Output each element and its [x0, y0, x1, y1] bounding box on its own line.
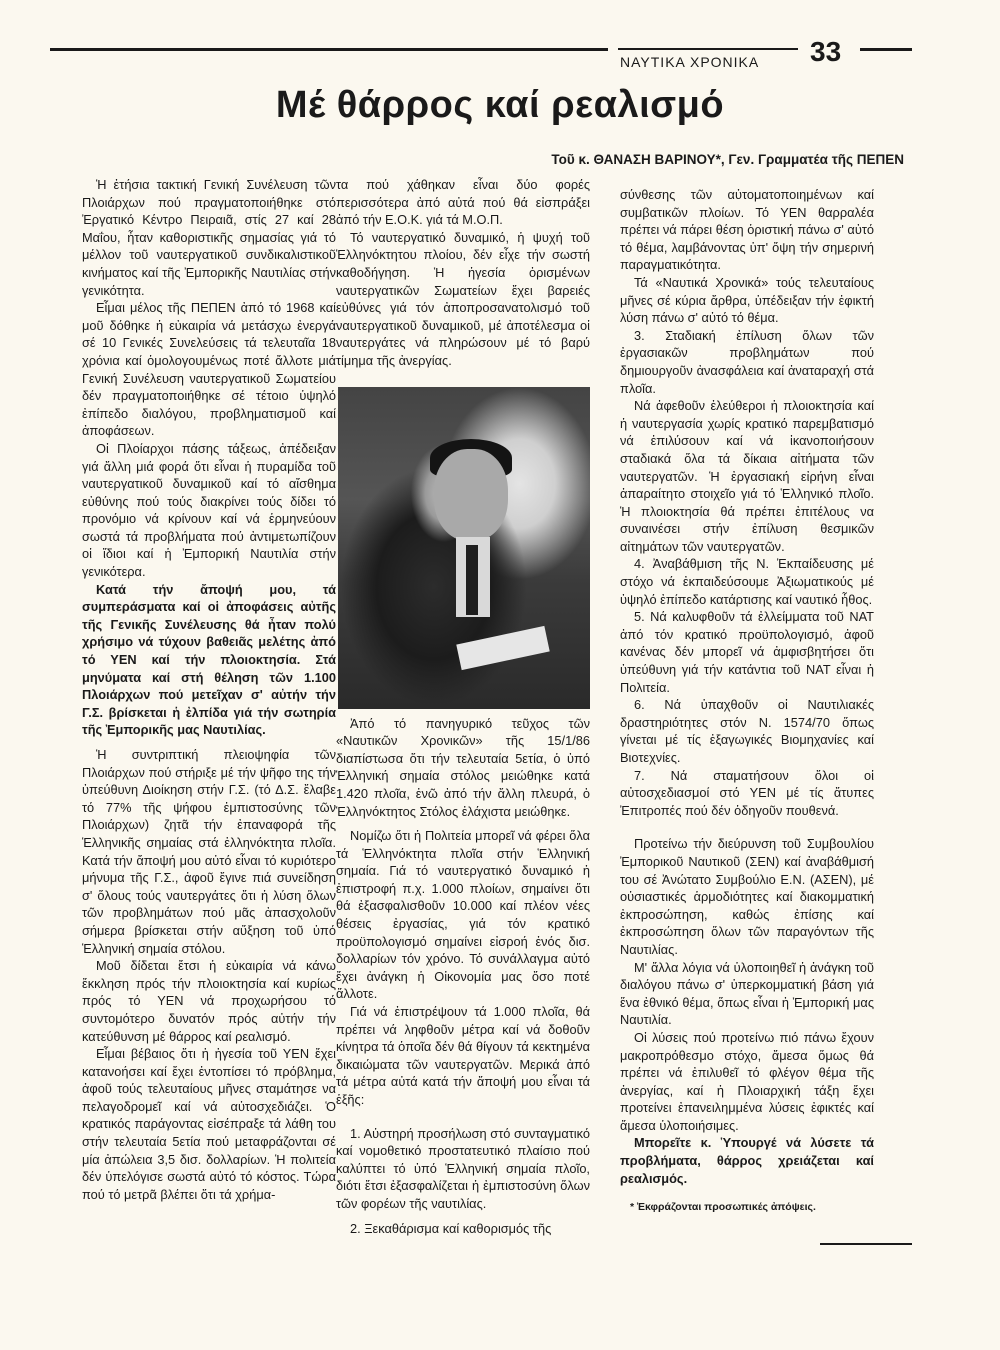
header-rule-left [50, 48, 608, 51]
paragraph: Εἶμαι βέβαιος ὅτι ἡ ἡγεσία τοῦ ΥΕΝ ἔχει κατανοήσει καί ἔχει ἐντοπίσει τό πρόβλημα, ἀφοῦ τούς τελευταίους μῆνες σταμάτησε να πελαγοδρομεῖ καί νά αὐτοσχεδιάζει. Ὁ κρατικός παράγοντας εἰσέπραξε τά λάθη του στήν τελευταία 5ετία πού μεταφράζονται σέ μία ἀπώλεια 3,5 δισ. δολλαρίων. Ἡ πολιτεία δέν ὑπελόγισε σωστά αὐτό τό κόστος. Τώρα πού τό μετρᾶ βλέπει ὅτι τά χρήμα- [82, 1046, 336, 1202]
article-byline: Τοῦ κ. ΘΑΝΑΣΗ ΒΑΡΙΝΟΥ*, Γεν. Γραμματέα τῆς ΠΕΠΕΝ [551, 152, 904, 167]
paragraph-bold: Μπορεῖτε κ. Ὑπουργέ νά λύσετε τά προβλήματα, θάρρος χρειάζεται καί ρεαλισμός. [620, 1135, 874, 1186]
paragraph: Προτείνω τήν διεύρυνση τοῦ Συμβουλίου Ἐμπορικοῦ Ναυτικοῦ (ΣΕΝ) καί ἀναβάθμισή του σέ Ἀνώτατο Συμβούλιο Ε.Ν. (ΑΣΕΝ), μέ οὐσιαστικές ἁρμοδιότητες καί διακομματική ἐκπροσώπηση, καθώς ἐπίσης καί ἐκπροσώπηση ὅλων τῶν παραγόντων τῆς Ναυτιλίας. [620, 836, 874, 957]
paragraph: Οἱ Πλοίαρχοι πάσης τάξεως, ἀπέδειξαν γιά ἄλλη μιά φορά ὅτι εἶναι ἡ πυραμίδα τοῦ ναυτεργατικοῦ δυναμικοῦ καί τό αἴσθημα εὐθύνης πού τούς διακρίνει τούς δίδει τό προνόμιο νά κρίνουν καί νά ἑρμηνεύουν σωστά τά προβλήματα πού ἀντιμετωπίζουν οἱ ἴδιοι καί ἡ Ἐμπορική Ναυτιλία στήν γενικότερα. [82, 440, 336, 580]
header-rule-magazine [618, 48, 798, 50]
paragraph: 2. Ξεκαθάρισμα καί καθορισμός τῆς [350, 1220, 552, 1236]
paragraph: Ἡ ἐτήσια τακτική Γενική Συνέλευση τῶν Πλοιάρχων πού πραγματοποιήθηκε στό Ἐργατικό Κέντρο Πειραιᾶ, στίς 27 καί 28 Μαΐου, ἦταν καθοριστικῆς σημασίας γιά τό μέλλον τοῦ ναυτεργατικοῦ συνδικαλιστικοῦ κινήματος καί τῆς Ἐμπορικῆς Ναυτιλίας στήν γενικότητα. [82, 177, 336, 298]
photo-face [434, 449, 508, 541]
paragraph: Ἀπό τό πανηγυρικό τεῦχος τῶν «Ναυτικῶν Χρονικῶν» τῆς 15/1/86 διαπίστωσα ὅτι τήν τελευταία 5ετία, ὁ ὑπό Ἑλληνική σημαία στόλος μειώθηκε κατά 1.420 πλοῖα, ἐνῶ ἀπό τήν ἄλλη πλευρά, ὁ Ἑλληνόκτητος Στόλος ἐλάχιστα μειώθηκε. [336, 715, 590, 819]
paragraph: 5. Νά καλυφθοῦν τά ἐλλείμματα τοῦ ΝΑΤ ἀπό τόν κρατικό προϋπολογισμό, ἀφοῦ κανένας δέν μπορεῖ νά ἀμφισβητήσει ὅτι ὑπεύθυνη γιά τήν κατάντια τοῦ ΝΑΤ εἶναι ἡ Πολιτεία. [620, 609, 874, 695]
page-number: 33 [810, 36, 842, 67]
paragraph: Τά «Ναυτικά Χρονικά» τούς τελευταίους μῆνες σέ κύρια ἄρθρα, ὑπέδειξαν τήν ἐφικτή λύση πάνω σ' αὐτό τό θέμα. [620, 274, 874, 326]
paragraph: 4. Ἀναβάθμιση τῆς Ν. Ἐκπαίδευσης μέ στόχο νά ἐκπαιδεύσουμε Ἀξιωματικούς μέ ὑψηλό ἐπίπεδο κατάρτισης καί ναυτικό ἦθος. [620, 556, 874, 607]
footnote: * Ἐκφράζονται προσωπικές ἀπόψεις. [630, 1201, 816, 1213]
author-photo [338, 387, 590, 709]
header-rule-right [860, 48, 912, 51]
paragraph: Μοῦ δίδεται ἔτσι ἡ εὐκαιρία νά κάνω ἔκκληση πρός τήν πλοιοκτησία καί κυρίως πρός τό ΥΕΝ νά προχωρήσου τό συντομότερο δυνατόν πρός αὐτήν τήν κατεύθυνση μέ θάρρος καί ρεαλισμό. [82, 958, 336, 1044]
photo-tie [466, 545, 478, 615]
paragraph: Οἱ λύσεις πού προτείνω πιό πάνω ἔχουν μακροπρόθεσμο στόχο, ἄμεσα ὅμως θά πρέπει νά ἐπιλυθεῖ τό φλέγον θέμα τῆς ἀνεργίας, καί ἡ Πλοιαρχική τάξη ἔχει προτείνει ἐπανειλημμένα λύσεις ἐφικτές καί ἄμεσα ὑλοποιήσιμες. [620, 1029, 874, 1133]
paragraph: Τό ναυτεργατικό δυναμικό, ἡ ψυχή τοῦ Ἑλληνόκτητου πλοίου, δέν εἶχε τήν σωστή καθοδήγηση. Ἡ ἡγεσία ὁρισμένων ναυτεργατικῶν Σωματείων ἔχει βαρειές εὐθύνες γιά τόν ἀποπροσανατολισμό τοῦ ναυτεργατικοῦ δυναμικοῦ, μέ ἀποτέλεσμα οἱ ναυτεργάτες νά πληρώσουν μέ τό βαρύ τίμημα τῆς ἀνεργίας. [336, 229, 590, 368]
paragraph: σύνθεσης τῶν αὐτοματοποιημένων καί συμβατικῶν πλοίων. Τό ΥΕΝ θαρραλέα πρέπει νά πάρει θέση ὁριστική πάνω σ' αὐτό τό θέμα, λαμβάνοντας ὑπ' ὄψη τήν σημερινή παραγματικότητα. [620, 187, 874, 273]
paragraph: 7. Νά σταματήσουν ὅλοι οἱ αὐτοσχεδιασμοί στό ΥΕΝ μέ τίς ἄτυπες Ἐπιτροπές πού δέν ὁδηγοῦν πουθενά. [620, 767, 874, 818]
footer-rule [820, 1243, 912, 1245]
paragraph: 1. Αὐστηρή προσήλωση στό συνταγματικό καί νομοθετικό προστατευτικό πλαίσιο πού καλύπτει τό ὑπό Ἑλληνική σημαία πλοῖο, διότι ἔτσι ἐξασφαλίζεται ἡ ἐμπιστοσύνη ὅλων τῶν φορέων τῆς ναυτιλίας. [336, 1125, 590, 1211]
paragraph: τα πού χάθηκαν εἶναι δύο φορές περισσότερα ἀπό αὐτά πού θά εἰσπράξει ἀπό τήν Ε.Ο.Κ. γιά τά Μ.Ο.Π. [336, 177, 590, 228]
paragraph: Εἶμαι μέλος τῆς ΠΕΠΕΝ ἀπό τό 1968 καί μοῦ δόθηκε ἡ εὐκαιρία νά μετάσχω ἐνεργά σέ 10 Γενικές Συνελεύσεις τά τελευταῖα 18 χρόνια καί ὁμολογουμένως ποτέ ἄλλοτε μιά Γενική Συνέλευση ναυτεργατικοῦ Σωματείου δέν πραγματοποιήθηκε σέ τέτοιο ὑψηλό ἐπίπεδο διαλόγου, προβληματισμοῦ καί ἀποφάσεων. [82, 300, 336, 439]
photo-paper [456, 626, 549, 670]
paragraph: Νομίζω ὅτι ἡ Πολιτεία μπορεῖ νά φέρει ὅλα τά Ἑλληνόκτητα πλοῖα στήν Ἑλληνική σημαία. Γιά τό ναυτεργατικό δυναμικό ἡ ἐπιστροφή π.χ. 1.000 πλοίων, σημαίνει ὅτι θά ἐξασφαλισθοῦν 10.000 καί πλέον νέες θέσεις ἐργασίας, γιά τόν κρατικό προϋπολογισμό σημαίνει εἰσροή ἑνός δισ. δολλαρίων τόν χρόνο. Τό συνάλλαγμα αὐτό ἔχει ἀνάγκη ἡ Οἰκονομία μας ὅσο ποτέ ἄλλοτε. [336, 828, 590, 1002]
paragraph: Νά ἀφεθοῦν ἐλεύθεροι ἡ πλοιοκτησία καί ἡ ναυτεργασία χωρίς κρατικό παρεμβατισμό νά ἐπιλύσουν καί νά ἱκανοποιήσουν σταδιακά ὅλα τά δίκαια αἰτήματα τῶν ναυτεργατῶν. Ἡ ἐργασιακή εἰρήνη εἶναι ἀπαραίτητο στοιχεῖο γιά τό Ἑλληνικό πλοῖο. Ἡ πλοιοκτησία θά πρέπει ἐπιτέλους να συναινέσει στήν ἐπίλυση θεσμικῶν αἰτημάτων τῶν ναυτεργατῶν. [620, 398, 874, 554]
paragraph: 3. Σταδιακή ἐπίλυση ὅλων τῶν ἐργασιακῶν προβλημάτων πού δημιουργοῦν ἀνασφάλεια καί ἀναταραχή στά πλοῖα. [620, 327, 874, 396]
column-1 [82, 176, 336, 1203]
column-3 [620, 186, 874, 1187]
paragraph: Γιά νά ἐπιστρέψουν τά 1.000 πλοῖα, θά πρέπει νά ληφθοῦν μέτρα καί νά δοθοῦν κίνητρα τά ὁποῖα δέν θά θίγουν τά κεκτημένα δικαιώματα τῶν ναυτεργατῶν. Μερικά ἀπό τά μέτρα αὐτά κατά τήν ἄποψή μου εἶναι τά ἑξῆς: [336, 1004, 590, 1107]
paragraph: 6. Νά ὑπαχθοῦν οἱ Ναυτιλιακές δραστηριότητες στόν Ν. 1574/70 ὅπως γίνεται μέ τίς ἐξαγωγικές Βιομηχανίες καί Βιοτεχνίες. [620, 697, 874, 765]
paragraph-bold: Κατά τήν ἄποψή μου, τά συμπεράσματα καί οἱ ἀποφάσεις αὐτῆς τῆς Γενικῆς Συνέλευσης θά ἦταν πολύ χρήσιμο νά τύχουν βαθειᾶς μελέτης ἀπό τό ΥΕΝ καί τήν πλοιοκτησία. Στά μηνύματα καί στή θέληση τῶν 1.100 Πλοιάρχων πού μετεῖχαν σ' αὐτήν τήν Γ.Σ. βρίσκεται ἡ ἐλπίδα γιά τήν σωτηρία τῆς Ἐμπορικῆς μας Ναυτιλίας. [82, 581, 336, 738]
magazine-name: ΝΑΥΤΙΚΑ ΧΡΟΝΙΚΑ [620, 54, 760, 70]
article-title: Μέ θάρρος καί ρεαλισμό [275, 84, 725, 126]
paragraph: Ἡ συντριπτική πλειοψηφία τῶν Πλοιάρχων πού στήριξε μέ τήν ψῆφο της τήν ὑπεύθυνη Διοίκηση στήν Γ.Σ. (τό Δ.Σ. ἔλαβε τό 77% τῆς ψήφου ἐμπιστοσύνης τῶν Πλοιάρχων) ζητᾶ τήν ἐπαναφορά τῆς Ἑλληνικῆς σημαίας στά ἑλληνόκτητα πλοῖα. Κατά τήν ἄποψή μου αὐτό εἶναι τό κυριότερο μήνυμα τῆς Γ.Σ., ἀφοῦ ἔγινε πιά συνείδηση σ' ὅλους τούς ναυτεργάτες ὅτι ἡ λύση ὅλων τῶν προβλημάτων πού μᾶς ἀπασχολοῦν σήμερα βρίσκεται στήν αὔξηση τοῦ ὑπό Ἑλληνική σημαία στόλου. [82, 747, 336, 956]
paragraph: Μ' ἄλλα λόγια νά ὑλοποιηθεῖ ἡ ἀνάγκη τοῦ διαλόγου πάνω σ' ὑπερκομματική βάση γιά ἕνα ἐθνικό θέμα, ὅπως εἶναι ἡ Ἐμπορική μας Ναυτιλία. [620, 959, 874, 1028]
